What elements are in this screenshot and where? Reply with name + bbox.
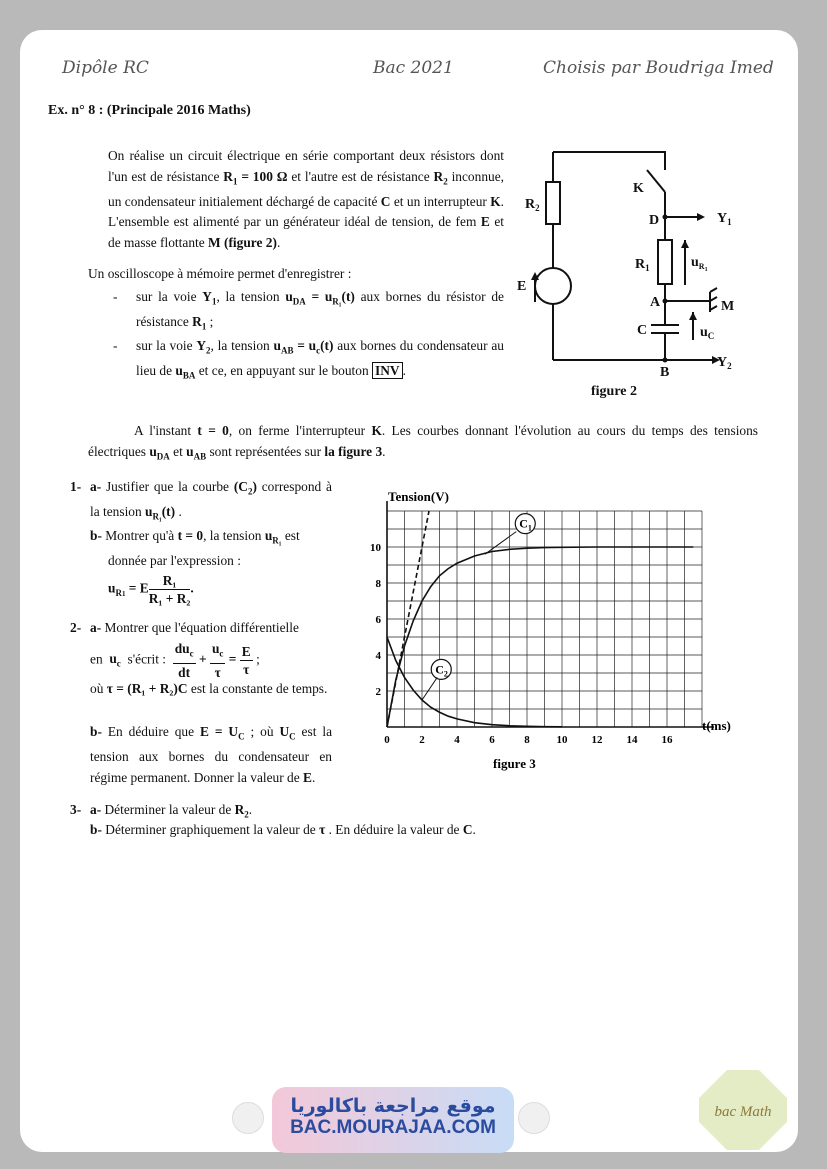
x-tick-label: 10	[556, 734, 568, 746]
x-axis-label: t(ms)	[702, 718, 731, 733]
header-topic: Dipôle RC	[62, 58, 149, 78]
intro-paragraph: On réalise un circuit électrique en série comportant deux résistors dont l'un est de résistance $R_1 = 100$ Ω et l'autre est de résistance $R_2$ inconnue, un condensateur initialement déchargé de capacité C et un interrupteur K. L'ensemble est alimenté par un générateur idéal de tension, de fem E et de masse flottante M (figure 2).	[108, 148, 504, 250]
label-Y1: $Y_1$	[717, 211, 732, 227]
chart-ticks	[370, 542, 673, 746]
q3-number: 3-	[70, 802, 82, 817]
x-tick-label: 8	[524, 734, 530, 746]
curve-label-c1: $C_1$	[519, 516, 532, 533]
q1b-formula: $u_{R1} = E$ $\frac{\text{R₁}}{\text{R₁ + R₂}}$ .	[108, 573, 194, 606]
bullet-dash-2: -	[113, 338, 118, 353]
figure-3-caption: figure 3	[493, 756, 536, 771]
chart-figure-3	[350, 485, 770, 790]
q1a-text: a- Justifier que la courbe $(C_2)$ correspond à la tension $u_{R_1}(t)$ .	[90, 479, 332, 522]
site-logo-right	[518, 1102, 550, 1134]
q2-number: 2-	[70, 620, 82, 635]
q2b-text: b- En déduire que $E = U_C$ ; où $U_C$ est la tension aux bornes du condensateur en régime permanent. Donner la valeur de E.	[90, 724, 333, 785]
x-tick-label: 12	[591, 734, 603, 746]
chart-curve-labels	[422, 514, 535, 700]
y-tick-label: 8	[375, 578, 381, 590]
exercise-title: Ex. n° 8 : (Principale 2016 Maths)	[48, 103, 251, 118]
x-tick-label: 14	[626, 734, 638, 746]
label-C: C	[637, 323, 648, 338]
x-tick-label: 2	[419, 734, 425, 746]
y-tick-label: 6	[375, 614, 381, 626]
x-tick-label: 6	[489, 734, 495, 746]
label-M: M	[721, 299, 735, 314]
y-tick-label: 10	[370, 542, 381, 554]
site-logo-left	[232, 1102, 264, 1134]
site-name-arabic: موقع مراجعة باكالوريا	[290, 1095, 496, 1117]
site-url: BAC.MOURAJAA.COM	[290, 1117, 496, 1138]
header-author: Choisis par Boudriga Imed	[543, 58, 774, 78]
q2a-tau: où τ = (R₁ + R₂)C est la constante de temps.	[90, 681, 328, 696]
label-R2: $R_2$	[525, 197, 540, 213]
paragraph-t0: A l'instant t = 0, on ferme l'interrupteur K. Les courbes donnant l'évolution au cours du temps des tensions électriques $u_{DA}$ et $u_{AB}$ sont représentées sur la figure 3.	[88, 423, 759, 462]
x-tick-label: 0	[384, 734, 390, 746]
label-A: A	[650, 295, 661, 310]
label-uC: $u_C$	[700, 325, 715, 341]
bullet-dash-1: -	[113, 289, 118, 304]
q1b-text: b- Montrer qu'à t = 0, la tension $u_{R_1}$ est	[90, 528, 300, 546]
chart-axes	[387, 501, 714, 727]
y-axis-label: Tension(V)	[388, 489, 449, 504]
y-tick-label: 2	[375, 686, 381, 698]
q1-number: 1-	[70, 479, 82, 494]
curve-label-c2: $C_2$	[435, 662, 448, 679]
site-banner[interactable]	[272, 1087, 514, 1153]
bullet-voie-y1: sur la voie $Y_1$, la tension $u_{DA} = u_{R_1}(t)$ aux bornes du résistor de résistance $R_1$ ;	[136, 289, 504, 332]
bac-math-badge	[697, 1068, 789, 1152]
intro-oscilloscope: Un oscilloscope à mémoire permet d'enregistrer :	[88, 266, 352, 281]
label-D: D	[649, 213, 660, 228]
q3a-text: a- Déterminer la valeur de $R_2$.	[90, 802, 253, 820]
y-tick-label: 4	[375, 650, 381, 662]
circuit-diagram	[505, 140, 785, 405]
label-E: E	[517, 279, 527, 294]
x-tick-label: 4	[454, 734, 460, 746]
label-Y2: $Y_2$	[717, 355, 732, 371]
x-tick-label: 16	[661, 734, 673, 746]
inv-button-label: INV	[372, 362, 403, 379]
label-B: B	[660, 365, 670, 380]
bullet-voie-y2: sur la voie $Y_2$, la tension $u_{AB} = u_c(t)$ aux bornes du condensateur au lieu de $u_{BA}$ et ce, en appuyant sur le bouton INV .	[136, 338, 504, 381]
chart-grid	[387, 511, 702, 727]
label-K: K	[633, 181, 644, 196]
q1b-given: donnée par l'expression :	[108, 553, 241, 568]
figure-2-caption: figure 2	[591, 384, 638, 399]
q2a-text: a- Montrer que l'équation différentielle	[90, 620, 299, 635]
header-year: Bac 2021	[373, 58, 454, 78]
label-uR1: $u_R1$	[691, 255, 708, 273]
label-R1: $R_1$	[635, 257, 650, 273]
q2a-equation: en $u_c$ s'écrit : $\frac{du_c}{dt}$ + $\frac{u_c}{\tau}$ = $\frac{E}{\tau}$ ;	[90, 641, 260, 680]
curve-label-c2-pointer	[422, 677, 437, 700]
svg-text:bac Math: bac Math	[714, 1104, 772, 1120]
q3b-text: b- Déterminer graphiquement la valeur de τ . En déduire la valeur de C.	[90, 822, 476, 837]
